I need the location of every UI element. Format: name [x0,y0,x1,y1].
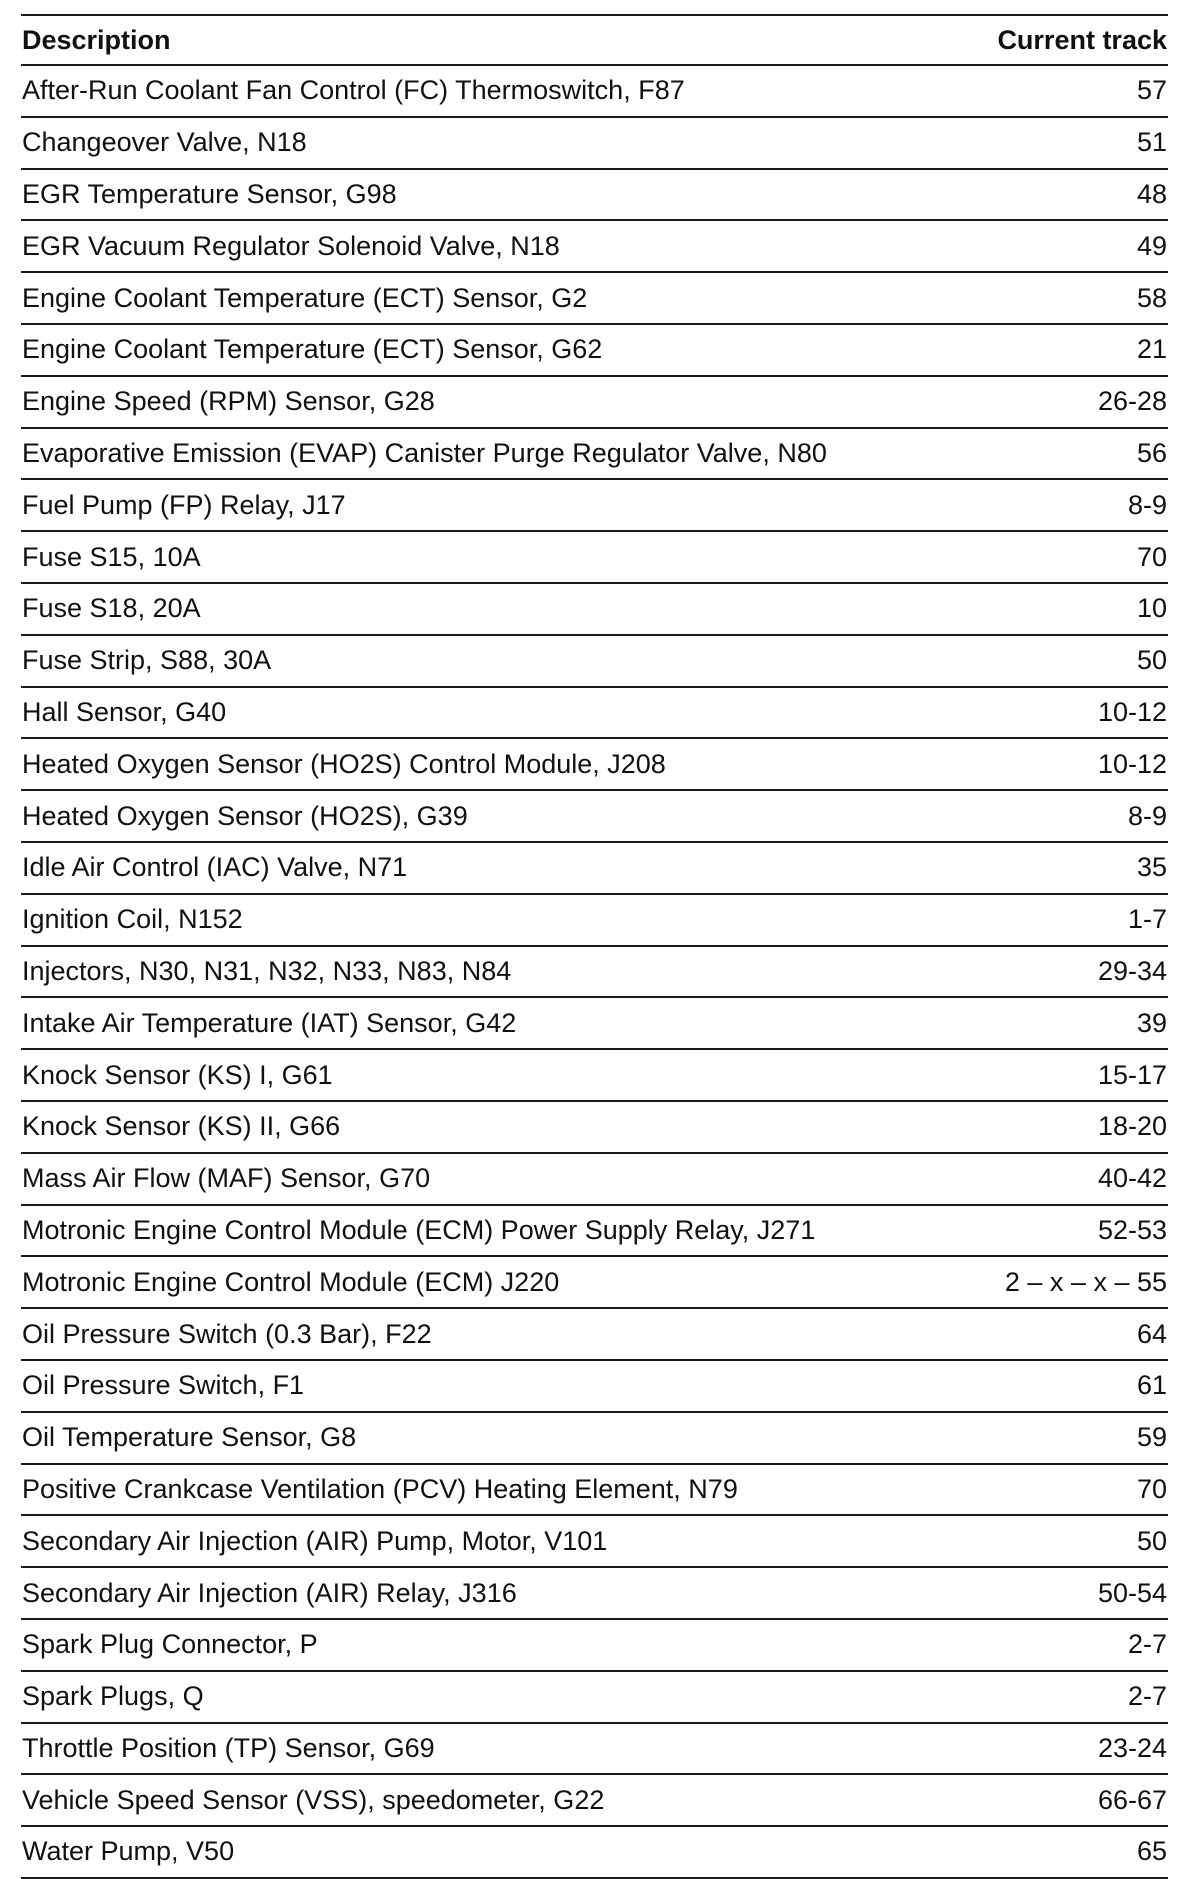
header-row [21,15,1168,65]
table-row [21,894,1168,946]
table-row [21,687,1168,739]
current-track-value: 57 [967,65,1168,117]
component-description: Ignition Coil, N152 [21,894,967,946]
component-description: Spark Plug Connector, P [21,1619,967,1671]
component-description: Fuse Strip, S88, 30A [21,635,967,687]
component-description: Fuel Pump (FP) Relay, J17 [21,479,967,531]
current-track-value: 8-9 [967,790,1168,842]
component-description: Vehicle Speed Sensor (VSS), speedometer, G22 [21,1774,967,1826]
table-row [21,635,1168,687]
component-description: Motronic Engine Control Module (ECM) J220 [21,1256,967,1308]
component-description: Spark Plugs, Q [21,1671,967,1723]
current-track-value: 65 [967,1826,1168,1878]
component-description: Injectors, N30, N31, N32, N33, N83, N84 [21,946,967,998]
description-header: Description [21,15,967,65]
table-row [21,324,1168,376]
current-track-value: 15-17 [967,1049,1168,1101]
table-row [21,738,1168,790]
current-track-value: 50-54 [967,1567,1168,1619]
component-description: EGR Vacuum Regulator Solenoid Valve, N18 [21,220,967,272]
component-description: Fuse S18, 20A [21,583,967,635]
table-row [21,790,1168,842]
current-track-value: 10-12 [967,738,1168,790]
table-row [21,428,1168,480]
table-row [21,1412,1168,1464]
table-row [21,1464,1168,1516]
table-row [21,1049,1168,1101]
table-row [21,1153,1168,1205]
component-description: Throttle Position (TP) Sensor, G69 [21,1723,967,1775]
current-track-value: 2-7 [967,1619,1168,1671]
component-description: Secondary Air Injection (AIR) Relay, J316 [21,1567,967,1619]
table-row [21,997,1168,1049]
component-description: After-Run Coolant Fan Control (FC) Thermoswitch, F87 [21,65,967,117]
current-track-value: 26-28 [967,376,1168,428]
current-track-value: 52-53 [967,1205,1168,1257]
component-description: Motronic Engine Control Module (ECM) Power Supply Relay, J271 [21,1205,967,1257]
current-track-header: Current track [967,15,1168,65]
current-track-value: 70 [967,1464,1168,1516]
current-track-value: 29-34 [967,946,1168,998]
component-description: Intake Air Temperature (IAT) Sensor, G42 [21,997,967,1049]
component-description: Oil Pressure Switch (0.3 Bar), F22 [21,1308,967,1360]
component-table [21,14,1168,1879]
table-row [21,65,1168,117]
current-track-value: 10 [967,583,1168,635]
component-description: Knock Sensor (KS) II, G66 [21,1101,967,1153]
current-track-value: 40-42 [967,1153,1168,1205]
table-row [21,479,1168,531]
table-row [21,1826,1168,1878]
current-track-value: 66-67 [967,1774,1168,1826]
component-description: Idle Air Control (IAC) Valve, N71 [21,842,967,894]
current-track-value: 50 [967,635,1168,687]
component-description: Engine Coolant Temperature (ECT) Sensor, G62 [21,324,967,376]
component-table-container [21,14,1168,1879]
table-row [21,1308,1168,1360]
component-description: Oil Temperature Sensor, G8 [21,1412,967,1464]
table-row [21,1723,1168,1775]
current-track-value: 8-9 [967,479,1168,531]
component-description: Positive Crankcase Ventilation (PCV) Heating Element, N79 [21,1464,967,1516]
current-track-value: 58 [967,272,1168,324]
component-description: Heated Oxygen Sensor (HO2S) Control Module, J208 [21,738,967,790]
table-row [21,1515,1168,1567]
component-description: Water Pump, V50 [21,1826,967,1878]
current-track-value: 48 [967,169,1168,221]
current-track-value: 64 [967,1308,1168,1360]
current-track-value: 35 [967,842,1168,894]
table-row [21,1205,1168,1257]
component-description: Fuse S15, 10A [21,531,967,583]
table-row [21,376,1168,428]
current-track-value: 2-7 [967,1671,1168,1723]
component-description: Oil Pressure Switch, F1 [21,1360,967,1412]
current-track-value: 70 [967,531,1168,583]
table-row [21,272,1168,324]
table-row [21,946,1168,998]
component-description: Secondary Air Injection (AIR) Pump, Motor, V101 [21,1515,967,1567]
current-track-value: 61 [967,1360,1168,1412]
current-track-value: 50 [967,1515,1168,1567]
table-row [21,1256,1168,1308]
component-description: Engine Speed (RPM) Sensor, G28 [21,376,967,428]
component-description: Changeover Valve, N18 [21,117,967,169]
table-row [21,220,1168,272]
component-description: Knock Sensor (KS) I, G61 [21,1049,967,1101]
component-description: Hall Sensor, G40 [21,687,967,739]
table-row [21,842,1168,894]
component-description: Evaporative Emission (EVAP) Canister Purge Regulator Valve, N80 [21,428,967,480]
table-row [21,1567,1168,1619]
current-track-value: 18-20 [967,1101,1168,1153]
current-track-value: 2 – x – x – 55 [967,1256,1168,1308]
table-row [21,117,1168,169]
table-row [21,169,1168,221]
table-row [21,1774,1168,1826]
current-track-value: 21 [967,324,1168,376]
current-track-value: 51 [967,117,1168,169]
component-description: Engine Coolant Temperature (ECT) Sensor, G2 [21,272,967,324]
table-row [21,1671,1168,1723]
table-row [21,583,1168,635]
table-row [21,531,1168,583]
current-track-value: 59 [967,1412,1168,1464]
table-header [21,15,1168,65]
current-track-value: 39 [967,997,1168,1049]
current-track-value: 10-12 [967,687,1168,739]
current-track-value: 56 [967,428,1168,480]
component-description: Heated Oxygen Sensor (HO2S), G39 [21,790,967,842]
table-body [21,65,1168,1878]
current-track-value: 49 [967,220,1168,272]
component-description: Mass Air Flow (MAF) Sensor, G70 [21,1153,967,1205]
table-row [21,1360,1168,1412]
table-row [21,1619,1168,1671]
component-description: EGR Temperature Sensor, G98 [21,169,967,221]
current-track-value: 23-24 [967,1723,1168,1775]
table-row [21,1101,1168,1153]
current-track-value: 1-7 [967,894,1168,946]
